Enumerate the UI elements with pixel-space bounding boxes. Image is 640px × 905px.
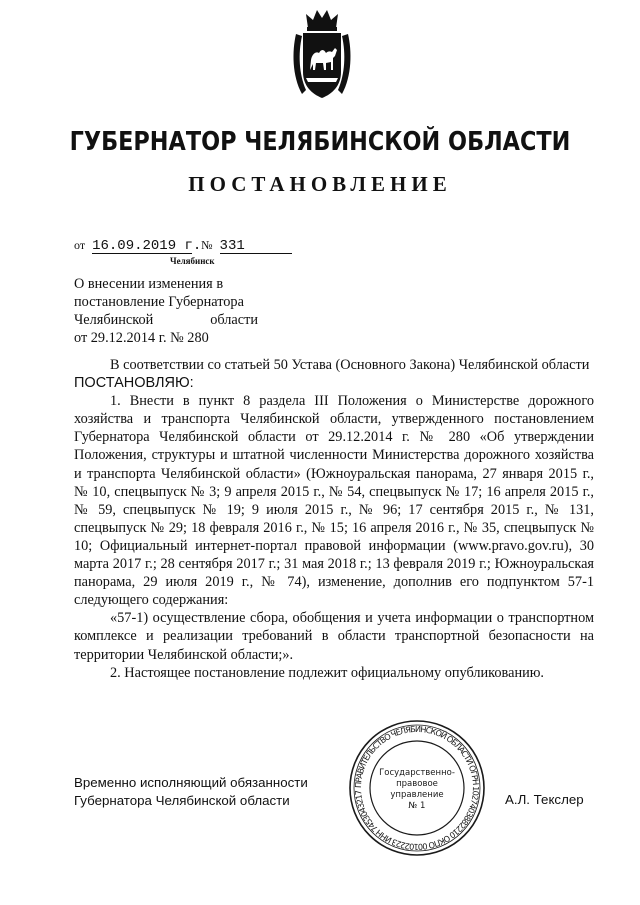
- document-type: ПОСТАНОВЛЕНИЕ: [188, 172, 452, 196]
- city-label: Челябинск: [170, 256, 215, 266]
- number-label: №: [201, 238, 213, 252]
- coat-of-arms-icon: [290, 6, 354, 104]
- signatory-name: А.Л. Текслер: [505, 792, 584, 807]
- subject-line: от 29.12.2014 г. № 280: [74, 330, 209, 346]
- decree-heading: ПОСТАНОВЛЯЮ:: [74, 375, 194, 392]
- signatory-position: [74, 774, 374, 810]
- date-number-line: [74, 238, 292, 254]
- seal-center-line: Государственно-: [379, 768, 455, 778]
- subject-line: Челябинской области: [74, 312, 258, 328]
- svg-text:ПРАВИТЕЛЬСТВО ЧЕЛЯБИНСКОЙ ОБЛА: ПРАВИТЕЛЬСТВО ЧЕЛЯБИНСКОЙ ОБЛАСТИ ОГРН 1027403882210 ОКПО 00102223 ИНН 7453043217: [352, 723, 482, 853]
- from-label: от: [74, 238, 86, 252]
- document-body: [74, 356, 594, 682]
- seal-center-line: правовое: [396, 779, 438, 789]
- document-number: 331: [220, 239, 292, 254]
- seal-center-line: управление: [390, 790, 444, 800]
- seal-center-line: № 1: [408, 801, 426, 811]
- official-seal: [347, 718, 487, 858]
- document-date: 16.09.2019 г.: [92, 238, 202, 254]
- preamble-paragraph: В соответствии со статьей 50 Устава (Основного Закона) Челябинской области: [110, 357, 590, 373]
- position-line: Губернатора Челябинской области: [74, 793, 290, 808]
- item-1-paragraph: 1. Внести в пункт 8 раздела III Положения о Министерстве дорожного хозяйства и транспорта Челябинской области, утвержденного постановлением Губернатора Челябинской области от 29.12.2014 г. № 280 «Об утверждении Положения, структуры и штатной численности Министерства дорожного хозяйства и транспорта Челябинской области» (Южноуральская панорама, 27 января 2015 г., № 10, спецвыпуск № 3; 9 апреля 2015 г., № 54, спецвыпуск № 17; 16 апреля 2015 г., № 59, спецвыпуск № 19; 9 июля 2015 г., № 96; 17 сентября 2015 г., № 131, спецвыпуск № 29; 18 февраля 2016 г., № 15; 16 апреля 2016 г., № 35, спецвыпуск № 10; Официальный интернет-портал правовой информации (www.pravo.gov.ru), 30 марта 2017 г.; 28 сентября 2017 г.; 31 мая 2018 г.; 13 февраля 2019 г.; Южноуральская панорама, 29 июля 2019 г., № 74), изменение, дополнив его подпунктом 57-1 следующего содержания:: [74, 393, 594, 609]
- item-2-paragraph: 2. Настоящее постановление подлежит официальному опубликованию.: [110, 664, 545, 681]
- subject-line: О внесении изменения в: [74, 276, 224, 292]
- governor-title: ГУБЕРНАТОР ЧЕЛЯБИНСКОЙ ОБЛАСТИ: [69, 127, 571, 157]
- quote-paragraph: «57-1) осуществление сбора, обобщения и учета информации о транспортном комплексе и реализации требований в области транспортной безопасности на территории Челябинской области;».: [74, 610, 594, 663]
- document-subject: [74, 275, 258, 347]
- position-line: Временно исполняющий обязанности: [74, 775, 308, 790]
- subject-line: постановление Губернатора: [74, 294, 244, 310]
